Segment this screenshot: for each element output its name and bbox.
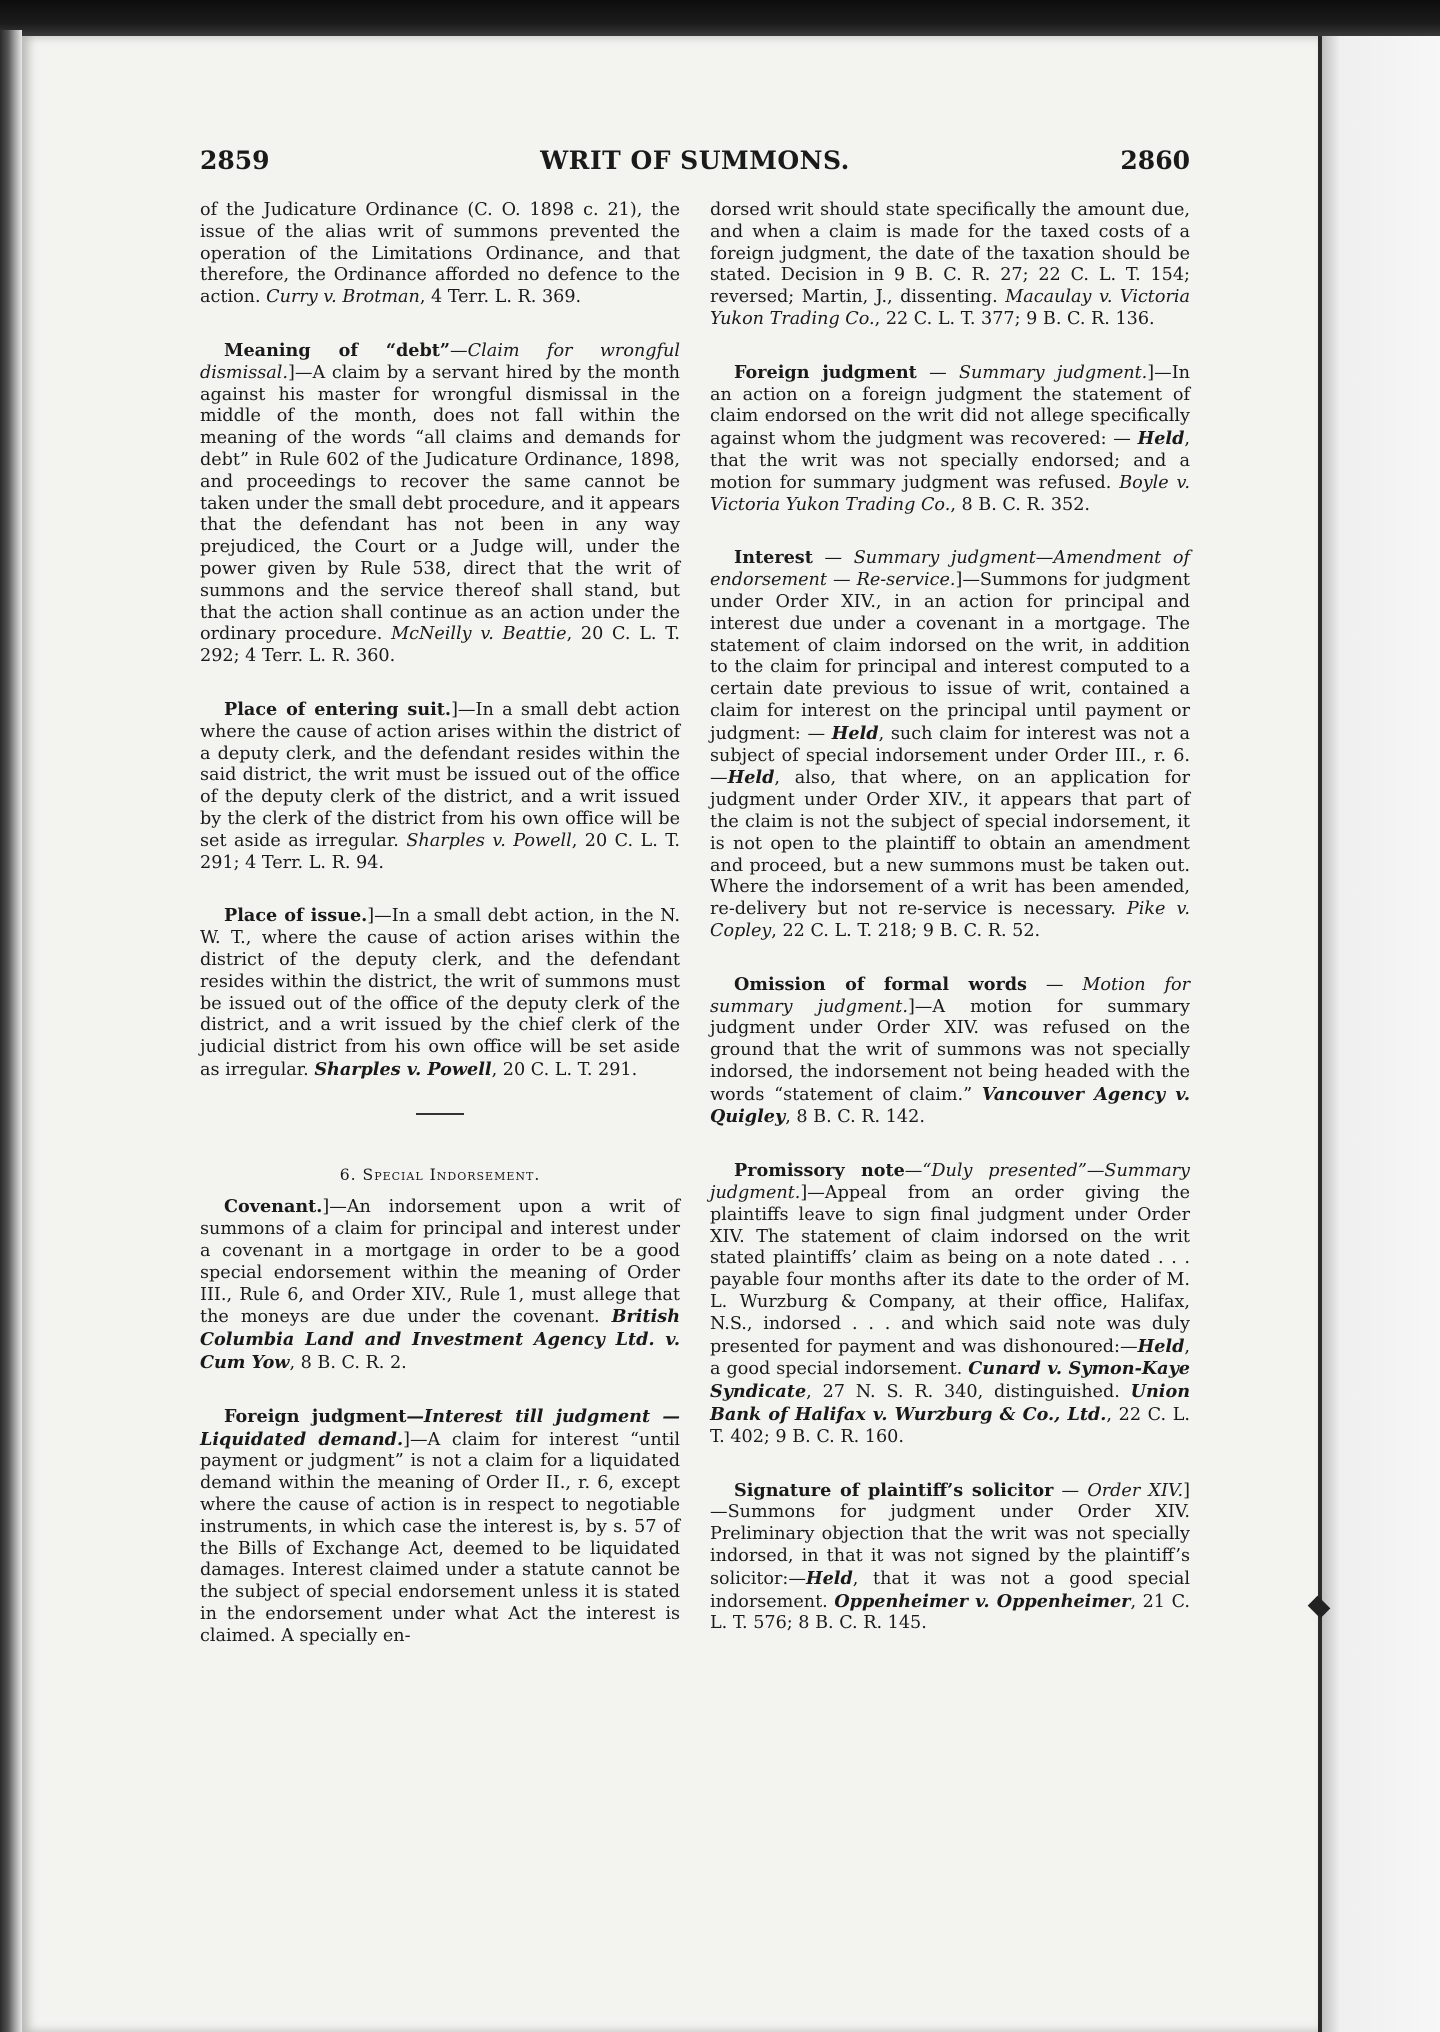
held-word: Held: [727, 767, 775, 789]
paragraph-text: ]—A claim by a servant hired by the month against his master for wrongful dismissal in the middle of the month, does not fall within the meaning of the words “all claims and demands for debt” in Rule 602 of the Judicature Ordinance, 1898, and proceedings to recover the same cannot be taken under the small debt procedure, and it appears that the defendant has not been in any way prejudiced, the Court or a Judge will, under the power given by Rule 538, direct that the writ of summons and the service thereof shall stand, but that the action shall continue as an action under the ordinary procedure.: [200, 362, 680, 645]
held-word: Held: [805, 1567, 853, 1589]
citation: , 20 C. L. T. 292; 4 Terr. L. R. 360.: [200, 624, 680, 667]
citation: , 22 C. L. T. 402; 9 B. C. R. 160.: [710, 1405, 1190, 1447]
paragraph-text: , also, that where, on an application for judgment under Order XIV., it appears that part of the claim is not the subject of special indorsement, it is not open to the plaintiff to obtain an amendment and proceed, but a new summons must be taken out. Where the indorsement of a writ has been amended, re-delivery but not re-service is necessary.: [710, 768, 1190, 920]
paragraph-text: ]—In a small debt action where the cause of action arises within the district of a deputy clerk, and the defendant resides within the said district, the writ must be issued out of the office of the deputy clerk of the district, and a writ issued by the clerk of the district from his own office will be set aside as irregular.: [200, 699, 680, 851]
adjacent-page-edge: [1322, 36, 1440, 2032]
entry-subject: —“Duly presented”—Summary judgment.: [710, 1161, 1191, 1204]
case-name: Vancouver Agency v. Quigley: [710, 1083, 1190, 1128]
paragraph-text: ]—In an action on a foreign judgment the statement of claim endorsed on the writ did not allege specifically against whom the judgment was recovered: —: [710, 362, 1190, 450]
entry-keyword: Place of entering suit.: [224, 698, 452, 720]
digest-entry-interest: [710, 547, 1190, 942]
citation: , 20 C. L. T. 291.: [491, 1059, 638, 1080]
entry-subject: — Motion for summary judgment.: [710, 974, 1190, 1017]
held-word: Held: [1137, 428, 1185, 450]
entry-keyword: Omission of formal words: [734, 973, 1027, 995]
paragraph-text: ]—An indorsement upon a writ of summons of a claim for principal and interest under a covenant in a mortgage in order to be a good special endorsement within the meaning of Order III., Rule 6, and Order XIV., Rule 1, must allege that the moneys are due under the covenant.: [200, 1197, 680, 1328]
scan-left-edge: [0, 30, 22, 2032]
digest-entry-signature-of-solicitor: [710, 1480, 1190, 1636]
paragraph-text: dorsed writ should state specifically the amount due, and when a claim is made for the taxed costs of a foreign judgment, the date of the taxation should be stated. Decision in 9 B. C. R. 27; 22 C. L. T. 154; reversed; Martin, J., dissenting.: [710, 200, 1190, 308]
paragraph-text: ]—Summons for judgment under Order XIV., in an action for principal and interest due under a covenant in a mortgage. The statement of claim indorsed on the writ, in addition to the claim for principal and interest computed to a certain date previous to issue of writ, contained a claim for interest on the principal until payment or judgment: —: [710, 570, 1190, 744]
case-name: Union Bank of Halifax v. Wurzburg & Co., Ltd.: [710, 1381, 1190, 1426]
paragraph-text: ]—Appeal from an order giving the plaintiffs leave to sign final judgment under Order XIV. The statement of claim indorsed on the writ stated plaintiffs’ claim as being on a note dated . . . payable four months after its date to the order of M. L. Wurzburg & Company, at their office, Halifax, N.S., indorsed . . . and which said note was duly presented for payment and was dishonoured:—: [710, 1183, 1190, 1357]
case-name: McNeilly v. Beattie: [391, 624, 567, 645]
paragraph-text: , that it was not a good special indorsement.: [710, 1568, 1190, 1612]
entry-subject: — Summary judgment.: [916, 362, 1148, 383]
case-name: Cunard v. Symon-Kaye Syndicate: [710, 1358, 1190, 1403]
paragraph-text: ]—A claim for interest “until payment or judgment” is not a claim for a liquidated demand within the meaning of Order II., r. 6, except where the cause of action is in respect to negotiable instruments, in which case the interest is, by s. 57 of the Bills of Exchange Act, deemed to be liquidated damages. Interest claimed under a statute cannot be the subject of special endorsement unless it is stated in the endorsement under what Act the interest is claimed. A specially en-: [200, 1429, 680, 1646]
page-number-left: 2859: [200, 146, 270, 175]
case-name: Oppenheimer v. Oppenheimer: [834, 1590, 1131, 1612]
scan-top-border: [0, 0, 1440, 36]
paragraph-text: ]—A motion for summary judgment under Order XIV. was refused on the ground that the writ of summons was not specially indorsed, the indorsement not being headed with the words “statement of claim.”: [710, 996, 1190, 1105]
digest-entry-meaning-of-debt: [200, 340, 680, 668]
paragraph-continuation: [200, 200, 680, 309]
case-name: Pike v. Copley: [710, 899, 1191, 941]
running-header: [200, 146, 1190, 186]
citation: , 8 B. C. R. 352.: [950, 494, 1091, 515]
entry-keyword: Place of issue.: [224, 905, 368, 927]
case-name: Macaulay v. Victoria Yukon Trading Co.: [710, 287, 1190, 329]
section-divider: [416, 1113, 464, 1115]
section-heading: 6. Special Indorsement.: [339, 1165, 541, 1184]
case-name: Sharples v. Powell: [314, 1058, 492, 1080]
paragraph-text: ]—In a small debt action, in the N. W. T., where the cause of action arises within the district of the deputy clerk, and the defendant resides within the district, the writ of summons must be issued out of the office of the deputy clerk of the district, and a writ issued by the chief clerk of the judicial district from his own office will be set aside as irregular.: [200, 906, 680, 1080]
digest-entry-covenant: [200, 1196, 680, 1374]
left-column: [200, 200, 680, 1679]
case-name: Curry v. Brotman: [266, 287, 420, 308]
held-word: Held: [1137, 1335, 1185, 1357]
entry-subject: — Order XIV.: [1053, 1480, 1184, 1501]
paragraph-text: , a good special indorsement.: [710, 1336, 1190, 1380]
page-number-right: 2860: [1120, 146, 1190, 175]
paragraph-text: ]—Summons for judgment under Order XIV. Preliminary objection that the writ was not specially indorsed, in that it was not signed by the plaintiff’s solicitor:—: [710, 1480, 1190, 1589]
digest-entry-foreign-judgment-summary: [710, 362, 1190, 517]
paragraph-continuation: [710, 200, 1190, 331]
citation: , 8 B. C. R. 142.: [785, 1107, 925, 1128]
digest-entry-place-of-entering-suit: [200, 699, 680, 874]
running-title: WRIT OF SUMMONS.: [540, 146, 850, 175]
right-column: [710, 200, 1190, 1666]
case-name: Boyle v. Victoria Yukon Trading Co.: [710, 472, 1190, 515]
paragraph-text: , that the writ was not specially endorsed; and a motion for summary judgment was refused.: [710, 429, 1190, 493]
citation: , 21 C. L. T. 576; 8 B. C. R. 145.: [710, 1591, 1191, 1634]
paragraph-text: , 27 N. S. R. 340, distinguished.: [806, 1382, 1131, 1403]
citation: , 20 C. L. T. 291; 4 Terr. L. R. 94.: [200, 830, 681, 873]
entry-keyword: Foreign judgment: [734, 361, 917, 383]
entry-keyword: Foreign judgment: [224, 1405, 407, 1427]
entry-keyword: Meaning of “debt”: [224, 339, 451, 361]
paragraph-text: of the Judicature Ordinance (C. O. 1898 c. 21), the issue of the alias writ of summons prevented the operation of the Limitations Ordinance, and that therefore, the Ordinance afforded no defence to the action.: [200, 200, 680, 308]
digest-entry-omission-of-formal-words: [710, 974, 1190, 1130]
digest-entry-promissory-note: [710, 1160, 1190, 1448]
case-name: British Columbia Land and Investment Agency Ltd. v. Cum Yow: [200, 1306, 680, 1374]
held-word: Held: [831, 722, 879, 744]
paragraph-text: , such claim for interest was not a subject of special indorsement under Order III., r. 6.—: [710, 723, 1190, 789]
case-name: Sharples v. Powell: [406, 830, 572, 851]
citation: , 22 C. L. T. 218; 9 B. C. R. 52.: [771, 920, 1041, 941]
citation: , 8 B. C. R. 2.: [289, 1353, 407, 1374]
entry-keyword: Covenant.: [224, 1196, 323, 1218]
entry-keyword: Signature of plaintiff’s solicitor: [734, 1479, 1054, 1501]
citation: , 22 C. L. T. 377; 9 B. C. R. 136.: [874, 308, 1155, 329]
entry-keyword: Interest: [734, 547, 813, 569]
digest-entry-place-of-issue: [200, 905, 680, 1081]
entry-subject: —Claim for wrongful dismissal.: [200, 340, 681, 383]
citation: , 4 Terr. L. R. 369.: [419, 287, 582, 308]
entry-keyword: Promissory note: [734, 1160, 905, 1182]
entry-subject: —Interest till judgment — Liquidated demand.: [200, 1405, 680, 1450]
entry-subject: — Summary judgment—Amendment of endorsement — Re-service.: [710, 548, 1190, 591]
digest-entry-foreign-judgment-interest: [200, 1406, 680, 1648]
